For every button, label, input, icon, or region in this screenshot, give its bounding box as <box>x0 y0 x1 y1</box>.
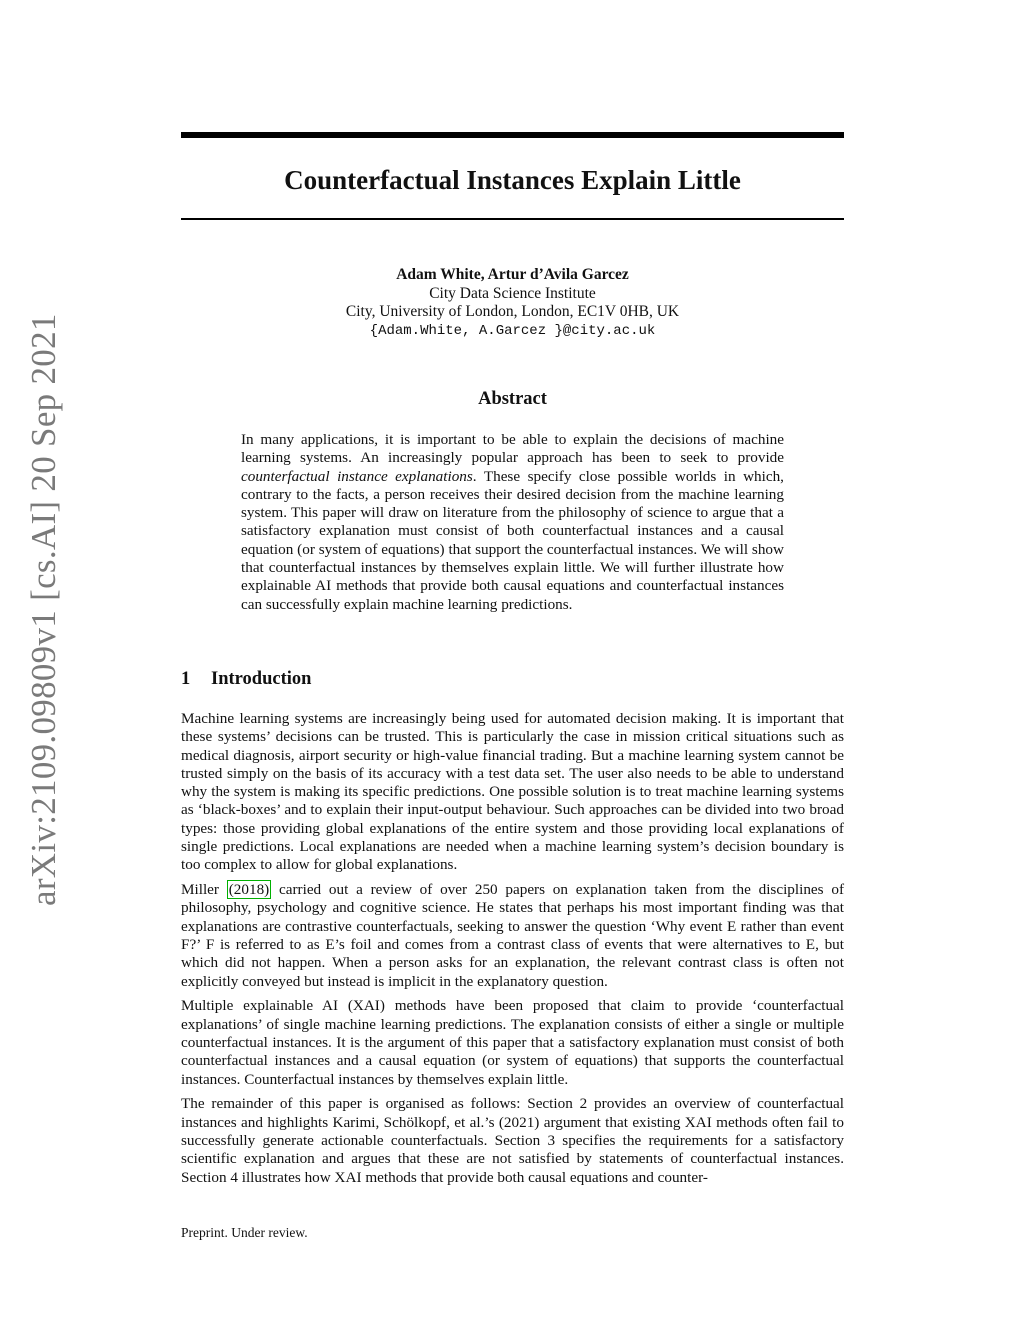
abstract-text-start: In many applications, it is important to be able to explain the decisions of machine learning systems. An increasingly popular approach has been to seek to provide <box>241 431 784 467</box>
abstract-heading: Abstract <box>478 389 547 409</box>
paragraph-4: The remainder of this paper is organised as follows: Section 2 provides an overview of counterfactual instances and highlights Karimi, Schölkopf, et al.’s (2021) argument that existing XAI methods often fail to successfully generate actionable counterfactuals. Section 3 specifies the requirements for a satisfactory scientific explanation and argues that these are not satisfied by statements of counterfactual instances. Section 4 illustrates how XAI methods that provide both causal equations and counter- <box>181 1095 844 1186</box>
section-title: Introduction <box>211 669 312 689</box>
author-institute: City Data Science Institute <box>429 284 596 302</box>
paragraph-2 <box>181 881 844 991</box>
paragraph-1: Machine learning systems are increasingly being used for automated decision making. It is important that these systems’ decisions can be trusted. This is particularly the case in mission critical situations such as medical diagnosis, airport security or high-value financial trading. But a machine learning system cannot be trusted simply on the basis of its accuracy with a test data set. The user also needs to be able to understand why the system is making its specific predictions. One possible solution is to treat machine learning systems as ‘black-boxes’ and to explain their input-output behaviour. Such approaches can be divided into two broad types: those providing global explanations of the entire system and those providing local explanations of single predictions. Local explanations are needed when a machine learning system’s decision boundary is too complex to allow for global explanations. <box>181 710 844 874</box>
paper-title: Counterfactual Instances Explain Little <box>284 165 741 195</box>
introduction-body <box>181 710 844 1193</box>
paragraph-2-start: Miller <box>181 881 227 899</box>
author-email: {Adam.White, A.Garcez }@city.ac.uk <box>369 322 656 339</box>
citation-link-miller-2018[interactable]: (2018) <box>228 881 270 899</box>
abstract-emphasis: counterfactual instance explanations <box>241 467 473 485</box>
author-address: City, University of London, London, EC1V 0HB, UK <box>345 303 680 320</box>
paragraph-2-end: carried out a review of over 250 papers on explanation taken from the disciplines of philosophy, psychology and cognitive science. He states that perhaps his most important finding was that explanations are contrastive counterfactuals, seeking to answer the question ‘Why event E rather than event F?’ F is referred to as E’s foil and comes from a contrast class of events that were alternatives to E, but which did not happen. When a person asks for an explanation, the relevant contrast class is often not explicitly conveyed but instead is implicit in the explanatory question. <box>181 881 844 990</box>
paragraph-3: Multiple explainable AI (XAI) methods have been proposed that claim to provide ‘counterfactual explanations’ of single machine learning predictions. The explanation consists of either a single or multiple counterfactual instances. It is the argument of this paper that a satisfactory explanation must consist of both counterfactual instances and a causal equation (or system of equations) that supports the counterfactual instances. Counterfactual instances by themselves explain little. <box>181 997 844 1088</box>
abstract-text <box>241 431 784 614</box>
title-bottom-rule <box>181 218 844 220</box>
author-names: Adam White, Artur d’Avila Garcez <box>396 266 629 283</box>
abstract-text-end: . These specify close possible worlds in which, contrary to the facts, a person receives their desired decision from the machine learning system. This paper will draw on literature from the philosophy of science to argue that a satisfactory explanation must consist of both counterfactual instances and a causal equation (or system of equations) that support the counterfactual instances. We will show that counterfactual instances by themselves explain little. We will further illustrate how explainable AI methods that provide both causal equations and counterfactual instances can successfully explain machine learning predictions. <box>241 467 784 613</box>
footer-note: Preprint. Under review. <box>181 1225 308 1240</box>
author-block <box>181 266 844 340</box>
section-number: 1 <box>181 669 191 689</box>
section-heading-introduction <box>181 667 844 691</box>
title-top-rule <box>181 132 844 138</box>
arxiv-identifier: arXiv:2109.09809v1 [cs.AI] 20 Sep 2021 <box>24 313 63 906</box>
